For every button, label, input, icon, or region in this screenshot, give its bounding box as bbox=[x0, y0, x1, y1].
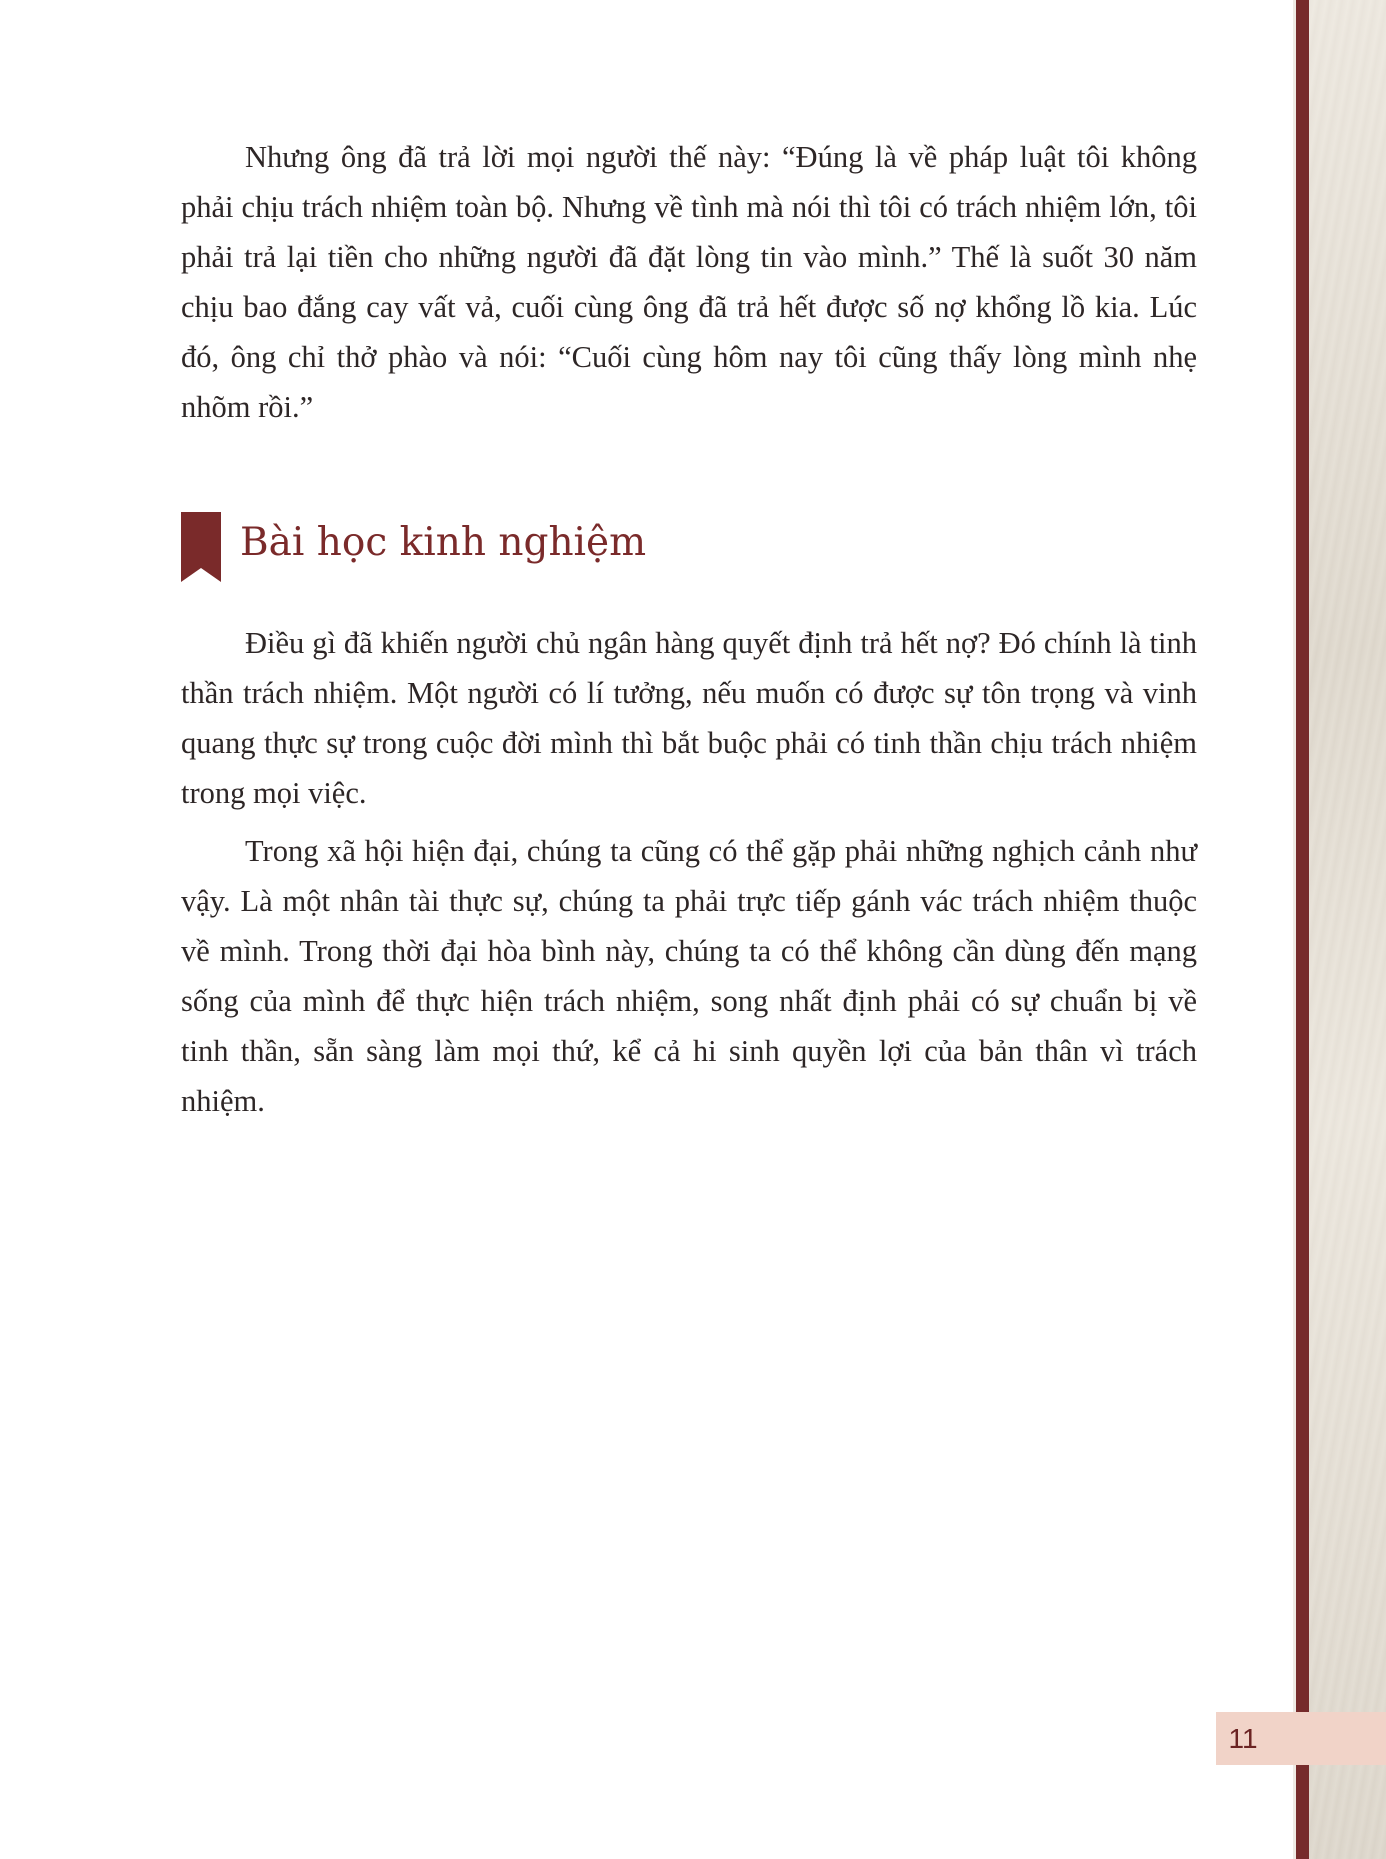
page-edge-texture bbox=[1309, 0, 1386, 1859]
page-number: 11 bbox=[1228, 1723, 1258, 1754]
intro-paragraph: Nhưng ông đã trả lời mọi người thế này: “Đúng là về pháp luật tôi không phải chịu trách nhiệm toàn bộ. Nhưng về tình mà nói thì tôi có trách nhiệm lớn, tôi phải trả lại tiền cho những người đã đặt lòng tin vào mình.” Thế là suốt 30 năm chịu bao đắng cay vất vả, cuối cùng ông đã trả hết được số nợ khổng lồ kia. Lúc đó, ông chỉ thở phào và nói: “Cuối cùng hôm nay tôi cũng thấy lòng mình nhẹ nhõm rồi.” bbox=[181, 140, 1197, 424]
bookmark-icon bbox=[181, 512, 221, 582]
section-heading bbox=[181, 512, 1197, 584]
section-title: Bài học kinh nghiệm bbox=[240, 520, 647, 565]
section-paragraph-2: Trong xã hội hiện đại, chúng ta cũng có thể gặp phải những nghịch cảnh như vậy. Là một nhân tài thực sự, chúng ta phải trực tiếp gánh vác trách nhiệm thuộc về mình. Trong thời đại hòa bình này, chúng ta có thể không cần dùng đến mạng sống của mình để thực hiện trách nhiệm, song nhất định phải có sự chuẩn bị về tinh thần, sẵn sàng làm mọi thứ, kể cả hi sinh quyền lợi của bản thân vì trách nhiệm. bbox=[181, 834, 1197, 1118]
page-edge-bar bbox=[1296, 0, 1309, 1859]
section-paragraph-1: Điều gì đã khiến người chủ ngân hàng quyết định trả hết nợ? Đó chính là tinh thần trách nhiệm. Một người có lí tưởng, nếu muốn có được sự tôn trọng và vinh quang thực sự trong cuộc đời mình thì bắt buộc phải có tinh thần chịu trách nhiệm trong mọi việc. bbox=[181, 626, 1197, 810]
page-content bbox=[181, 132, 1197, 1126]
